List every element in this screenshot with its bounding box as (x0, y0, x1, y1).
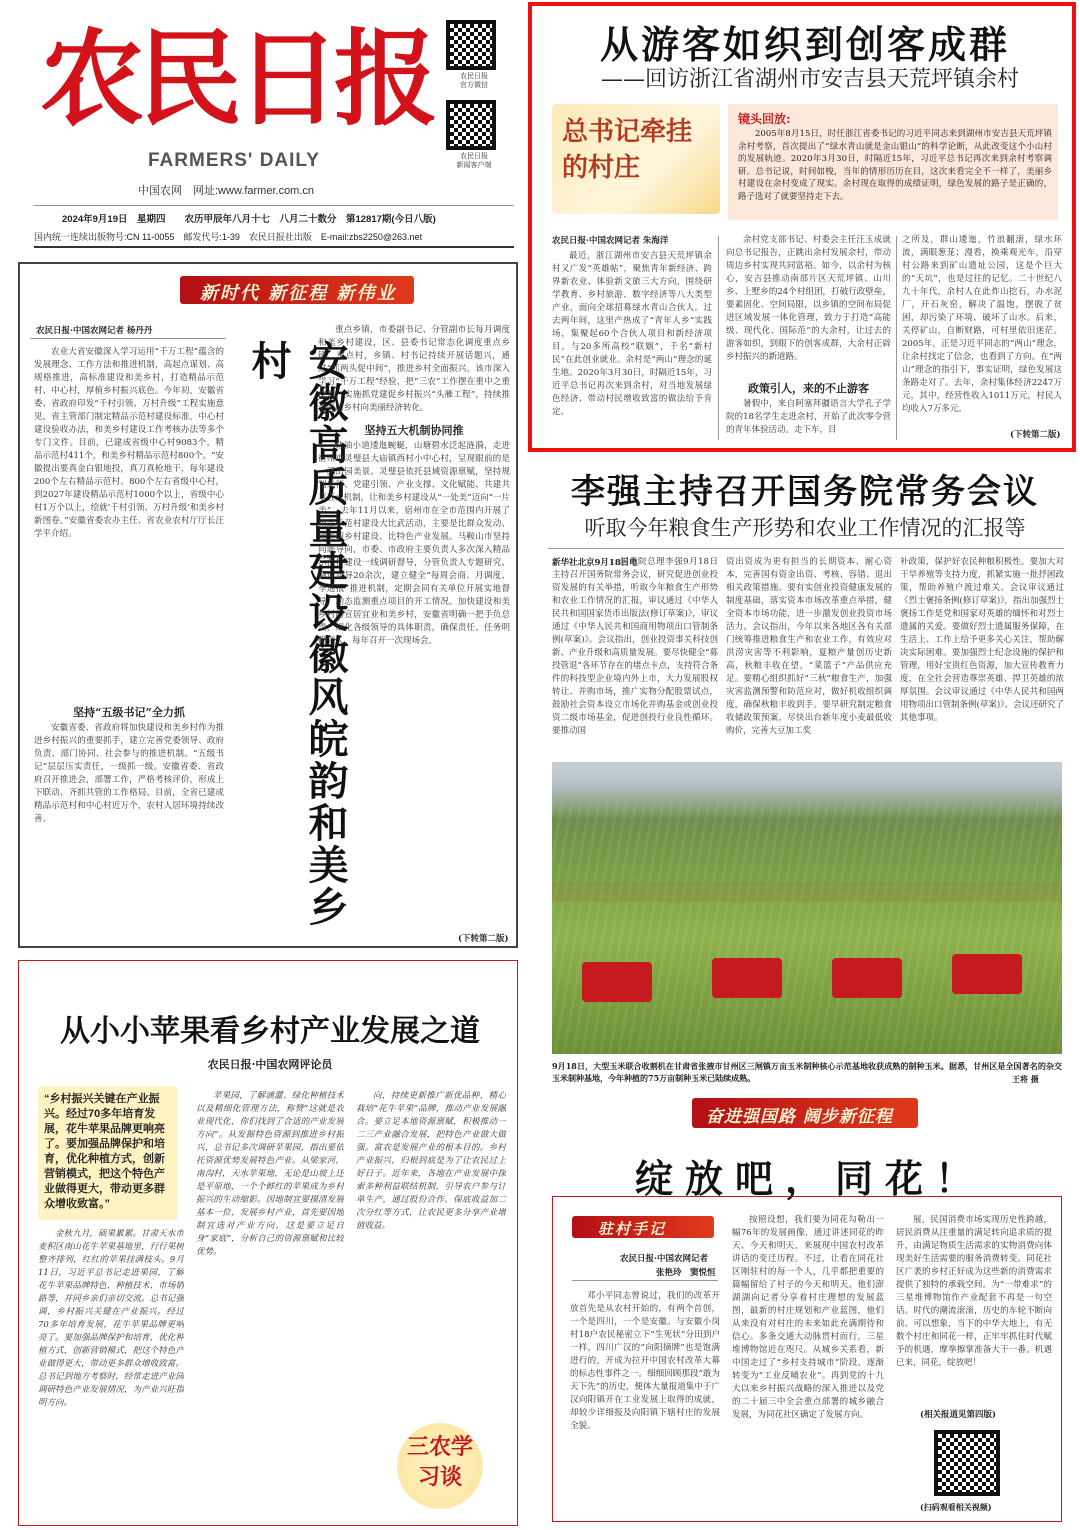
qr-code-video[interactable] (934, 1430, 1000, 1496)
issue-line: 国内统一连续出版物号:CN 11-0055 邮发代号:1-39 农民日报社出版 E-mail:zbs2250@263.net (34, 232, 423, 242)
anhui-banner (180, 276, 414, 304)
anhui-sub1: 坚持“五级书记”全力抓 (73, 706, 185, 719)
column-badge-text: 驻村手记 (598, 1220, 667, 1238)
top-story-title[interactable]: 从游客如织到创客成群 (599, 22, 1010, 67)
column-art (552, 104, 720, 214)
hua-tong-col3: 展，民国消费市场实现历史性跨越，居民消费从注重量的满足转向追求质的提升，由满足物质生活需求的实物消费向体现美好生活需要的服务消费转变。同花社区广袤的乡村正好成为这些新的消费需求提供了独特的承载空间。为“一带难求”的三星堆博物馆作产业配套不再是一句空话。时代的潮流滚滚，历史的车轮不断向前。可以想象，当下的中华大地上，有无数个村庄和同花一样，正牢牢抓住时代赋予的机遇，摩拳擦掌准备大干一番。机遇已来，同花，绽放吧！ (896, 1215, 1052, 1368)
hua-tong-col2: 按照设想，我们要为同花勾勒出一幅76年的发展画像，通过讲述同花的昨天、今天和明天，来展现中国农村改革讲话的变迁历程。不过，让看在同花社区刚驻村的每一个人，几乎都把重要的篇幅留给了村子的今天和明天。他们澎湖湖向记者分享着村庄理想的发展蓝图，最新的村庄规划和产业蓝图，他们从来没有对村庄的未来如此充满期待和信心。多条交通大动脉贯村而行，三星堆博物馆近在咫尺。从城乡关系看，新中国走过了“乡村支持城市”阶段，逐渐转变为“工业反哺农业”。再到党的十九大以来乡村振兴战略的深入推进以及党的二十届三中全会重点部署的城乡融合发展，为同花社区确定了发展方向。 (732, 1215, 884, 1420)
top-story-byline: 农民日报·中国农网记者 朱海洋 (552, 236, 669, 246)
pull-quote-box (38, 1086, 178, 1220)
hua-tong-banner-text: 奋进强国路 阔步新征程 (706, 1107, 893, 1127)
harvester-3 (832, 958, 902, 998)
top-story-continued: (下转第二版) (1010, 430, 1061, 440)
top-story-col2b: 暑假中，来自阿塞拜疆语言大学孔子学院的18名学生走进余村，开始了此次零令营的青年体验活动。走下车，目 (726, 399, 891, 435)
masthead (40, 4, 440, 154)
top-story-col1: 最近，浙江湖州市安吉县天荒坪镇余村又广发“英雄帖”，聚焦青年新经济、跨界新农业、体验新文旅三大方向，围绕研学教育、乡村旅游、数字经济等八大类型产业，面向全球招募绿水青山合伙人。过去两年间，这里产热成了“青年人乡”实践场，集聚起60个合伙人项目和新经济项目，与20多所高校“联姻”，千名“新村民”在此创业就业。余村是“两山”理念的诞生地。2020年3月30日，时隔近15年，习近平总书记再次来到余村，对当地发展绿色经济、带动村民增收致富的做法给予肯定。 (552, 251, 712, 417)
qr-code-app[interactable] (446, 100, 496, 150)
hua-tong-byline1: 农民日报·中国农网记者 (620, 1254, 708, 1264)
newspaper-title: 农民日报 (40, 17, 433, 140)
anhui-sub2: 坚持五大机制协同推 (364, 424, 464, 437)
english-title: FARMERS' DAILY (148, 150, 320, 171)
review-text: 2005年8月15日，时任浙江省委书记的习近平同志来到湖州市安吉县天荒坪镇余村考察，首次提出了“绿水青山就是金山银山”的科学论断，从此改变这个小山村的发展轨迹。2020年3月30日，时隔近15年，习近平总书记再次来到余村考察调研。总书记说，时间如梭，当年的情形历历在目，这次来看完全不一样了，美丽乡村建设在余村变成了现实。余村现在取得的成绩证明，绿色发展的路子是正确的，路子选对了就要坚持走下去。 (738, 129, 1052, 202)
hua-tong-title[interactable]: 绽放吧，同花！ (634, 1156, 985, 1201)
anhui-col1: 农业大省安徽深入学习运用“千万工程”蕴含的发展理念、工作方法和推进机制，高起点谋划、高规格推进，高标准建设和美乡村，打造精品示范村、中心村，厚植乡村振兴底色。今年初，安徽省委、省政府印发“千村引领、万村升级”工程实施意见，省主管部门制定精品示范村建设标准，中心村建设验收办法，和美乡村建设工作考核办法等多个专门文件。目前，已建成省级中心村9083个，精品示范村411个，和美乡村精品示范村800个。“安徽提出要真金白银地投，真刀真枪地干，每年建设200个左右精品示范村、800个左右省级中心村，到2027年建设精品示范村1000个以上，省级中心村1万个以上，绘就‘千村引领、万村升级’和美乡村新图卷。”安徽省委农办主任、省农业农村厅厅长汪学平介绍。 (34, 347, 224, 539)
apple-col3: 向，持续更新推广新优品种，精心栽培“花牛苹果”品牌，推动产业发展融合。要立足本地资源禀赋，积极推动一二三产业融合发展，把特色产业做大做强。富农是发展产业的根本目的。乡村产业振兴，归根到底是为了让农民过上好日子。近年来，各地在产业发展中探索多种利益联结机制，引导农户参与订单生产，通过股份合作、保底收益加二次分红等方式，让农民更多分享产业增值收益。 (356, 1091, 506, 1231)
anhui-continued: (下转第二版) (458, 934, 509, 944)
anhui-title[interactable]: 安徽高质量建设徽风皖韵和美乡村 (245, 340, 349, 928)
photo-credit: 王将 摄 (1012, 1074, 1039, 1084)
photo-caption: 9月18日，大型玉米联合收割机在甘肃省张掖市甘州区三闸镇万亩玉米制种核心示范基地收获成熟的制种玉米。据悉，甘州区是全国著名的杂交玉米制种基地，今年种植的75万亩制种玉米已陆续成熟。 (552, 1061, 1062, 1083)
harvester-2 (712, 958, 782, 998)
state-council-col1: 国务院总理李强9月18日主持召开国务院常务会议，研究促进创业投资发展的有关举措，听取今年粮食生产形势和农业工作情况的汇报，审议通过《中华人民共和国国家货币出版法(修订草案)》，审议通过《中华人民共和国商用物项出口管制条例(草案)》。会议指出，创业投资事关科技创新、产业升级和高质量发展。要尽快健全“募投管退”各环节存在的堵点卡点，支持符合条件的科技型企业境内外上市，大力发展股权转让、并购市场，推广实物分配股票试点，鼓励社会资本设立市场化并购基金或创业投资二级市场基金，促进创投行业良性循环。要推动国 (552, 557, 718, 736)
review-label: 镜头回放: (738, 112, 791, 126)
tagline-art-label: 三农学习谈 (406, 1434, 473, 1490)
harvester-4 (952, 954, 1022, 994)
review-box (728, 104, 1058, 220)
anhui-col2: 重点乡镇，市委副书记、分管副市长每月调度和美乡村建设，区、县委书记常态化调度重点乡镇、重点村，乡镇、村书记持续开展话题兴，通过“抓两头促中间”，推进乡村全面振兴。该市深入学习“千万工程”经验，把“三农”工作摆在重中之重位置，实施抓党建促乡村振兴“头雁工程”，持续推动美丽乡村向美丽经济转化。 (318, 325, 510, 413)
harvester-1 (582, 962, 652, 1002)
date-line: 2024年9月19日 星期四 农历甲辰年八月十七 八月二十数分 第12817期(今日八版) (62, 214, 436, 225)
qr-label-wechat: 农民日报 官方微信 (460, 72, 488, 89)
state-council-col2: 资出资成为更有担当的长期资本、耐心资本，完善国有资金出资、考核、容错、退出相关政策措施。要有实创业投资健康发展的制度基础，落实资本市场改革重点举措，健全资本市场功能，进一步激发创业投资市场活力。会议指出，今年以来各地区各有关部门统筹推进粮食生产和农业工作，有效应对洪涝灾害等不利影响，夏粮产量创历史新高，秋粮丰收在望，“菜篮子”产品供应充足。要精心组织抓好“三秋”粮食生产，加强灾害监测预警和防范应对，做好机收组织调度，确保秋粮丰收到手。要早研究制定粮食收储政策预案，尽快出台新年度小麦最低收购价，完善大豆加工奖 (726, 557, 892, 736)
state-council-title[interactable]: 李强主持召开国务院常务会议 (571, 472, 1039, 512)
top-story-subhead: 政策引人，来的不止游客 (748, 382, 869, 395)
website: 中国农网 网址:www.farmer.com.cn (138, 185, 315, 197)
anhui-banner-text: 新时代 新征程 新伟业 (200, 283, 397, 304)
qr-label-app: 农民日报 新闻客户端 (456, 152, 492, 169)
hua-tong-related: (相关报道见第四版) (920, 1410, 997, 1420)
apple-title[interactable]: 从小小苹果看乡村产业发展之道 (60, 1014, 480, 1049)
state-council-subtitle: 听取今年粮食生产形势和农业工作情况的汇报等 (584, 516, 1026, 540)
state-council-col3: 补政策，保护好农民种粮积极性。要加大对干旱养殖等支持力度，抓紧实施一批抒困政策，帮助养殖户渡过难关。会议审议通过《烈士褒扬条例(修订草案)》，指出加强烈士褒扬工作是党和国家对英雄的缅怀和对烈士遗属的关爱。要做好烈士遗属服务保障，在生活上、工作上给予更多关心关注，帮助解决实际困难。要加强烈士纪念设施的保护和管理，用好宝贵红色资源，加大宣传教育力度，在全社会营造尊崇英雄、捍卫英雄的浓厚氛围。会议审议通过《中华人民共和国两用物项出口管制条例(草案)》。会议还研究了其他事项。 (900, 557, 1064, 723)
qr-code-wechat[interactable] (446, 20, 496, 70)
state-council-dateline: 新华社北京9月18日电 (552, 558, 638, 568)
anhui-col1b: 安徽省委、省政府将加快建设和美乡村作为推进乡村振兴的重要抓手，建立完善党委领导、政府负责、部门协同、社会参与的推进机制。“五级书记”层层压实责任，一级抓一级。安徽省委、省政府召开推进会，部署工作，严格考核评价，形成上下联动、齐抓共管的工作格局。目前，全省已建成精品示范村和中心村近万个，农村人居环境持续改善。 (34, 723, 224, 824)
pull-quote: “乡村振兴关键在产业振兴。经过70多年培育发展，花牛苹果品牌更响亮了。要加强品牌保护和培育，优化种植方式，创新营销模式，把这个特色产业做得更大，带动更多群众增收致富。” (44, 1093, 165, 1210)
harvest-photo[interactable] (552, 762, 1062, 1054)
hua-tong-banner (692, 1098, 918, 1128)
anhui-col2b: 枯油小道逶迤蜿蜒，山塘碧水泛起涟漪，走进宿州市灵璧县大庙镇西村小中心村，呈现眼前的是一派田园美景。灵璧县依托县域资源禀赋，坚持规划先行、党建引领、产业支撑、文化赋能、共建共享五大机制，让和美乡村建设从“一处美”迈向“一片美”。去年11月以来，宿州市在全市范围内开展了精品示范村建设大比武活动，主要是比群众发动、比美丽乡村建设、比特色产业发展。马鞍山市坚持问题导向，市委、市政府主要负责人多次深入精品示范村建设一线调研督导，分管负责人专题研究、调度督导20余次，建立健全“每周会商、月调度、季通报”推进机制，定期会同有关单位开展实地督导，动态监测重点项目的开工情况。加快建设和美乡村的宣居宜业和美乡村，安徽省明确一把手负总责，细化各级领导的具体职责，确保责任、任务明确到人，每年召开一次现场会。 (318, 441, 510, 646)
column-art-label: 总书记牵挂的村庄 (562, 117, 693, 183)
top-story-subtitle: ——回访浙江省湖州市安吉县天荒坪镇余村 (600, 67, 1019, 92)
anhui-byline: 农民日报·中国农网记者 杨丹丹 (36, 326, 153, 336)
apple-col1: 金秋九月，硕果累累。甘肃天水市麦积区南山花牛苹果基地里，行行果树整齐排列，红红的苹果挂满枝头。9月11日，习近平总书记走进果园，了解花牛苹果品牌特色、种植技术、市场销路等，并同乡亲们亲切交流。总书记强调，乡村振兴关键在产业振兴。经过70多年培育发展，花牛苹果品牌更响亮了。要加强品牌保护和培育，优化种植方式，创新营销模式，把这个特色产业做得更大，带动更多群众增收致富。总书记到地方考察时，经常走进产业园调研特色产业发展情况，为产业兴旺指明方向。 (38, 1229, 184, 1408)
column-badge (572, 1216, 714, 1238)
tagline-art (390, 1416, 490, 1516)
hua-tong-byline2: 张艳玲 窦悦恒 (656, 1268, 716, 1278)
top-story-col3: 之所及，群山逶迤，竹浪翻滚，绿水环流，满眼葱茏；漫看，换乘观光车，沿穿村公路来到矿山遗址公园，这是个巨大的“天坑”，也是过往的记忆。二十世纪八九十年代，余村人在此炸山挖石，办水泥厂，开石灰窑，解决了温饱，摆脱了贫困，却污染了环境、破坏了山水。后来，关停矿山，自断财路，可村里依旧迷茫。2005年，正是习近平同志的“两山”理念，让余村找定了信念，也看到了方向。在“两山”理念的指引下，事实证明，绿色发展这条路走对了。去年，余村集体经济2247万元，其中，经营性收入1011万元，村民人均收入7万多元。 (902, 235, 1062, 414)
apple-col2: 苹果园，了解滴灌、绿化种植技术以及精细化管理方法，称赞“这就是农业现代化，你们找到了合适的产业发展方向”。从发掘特色资源到推进乡村振兴，总书记多次调研苹果园，指出要依托资源优势发展特色产业。从梁家河，南沟村，天水苹果地，无论是山坡上还是平原地，一个个鲜红的苹果成为乡村振兴的生动缩影。因地制宜要摸清发展基本一位，发展乡村产业，首先要因地制宜选对产业方向，这是要立足自身“家底”，分析自己的资源禀赋和比较优势。 (196, 1091, 344, 1257)
top-story-col2: 余村党支部书记、村委会主任汪玉成就向总书记报告，正跳出余村发展余村，带动周边乡村实现共同富裕。如今，以余村为核心，安吉县推动南部片区天荒坪镇、山川乡、上墅乡的24个村组团，打破行政壁垒，要素固化、空间局限，以乡镇的空间布局促进区域发展一体化管理，致力于打造“高能级、现代化、国际范”的大余村，让过去的游客如织，到眼下的创客成群，大余村正辟乡村振兴的新道路。 (726, 235, 891, 362)
apple-source: 农民日报·中国农网评论员 (207, 1058, 333, 1071)
qr-caption: (扫码观看相关视频) (920, 1502, 992, 1512)
hua-tong-col1: 邓小平同志曾说过，我们的改革开放首先是从农村开始的，有两个首创，一个是四川，一个是安徽。与安徽小岗村18户农民秘密立下“生死状”分田到户一样，四川广汉的“向阳摘牌”也是饱满进行的，开成为拉开中国农村改革大幕的标志性事件之一。细细回顾那段“敢为天下先”的历史，便体大量报道集中于广汉向阳镇开在工业发展上取得的成就，却较少详细报及向阳镇下辖村庄的发展全貌。 (570, 1291, 720, 1431)
